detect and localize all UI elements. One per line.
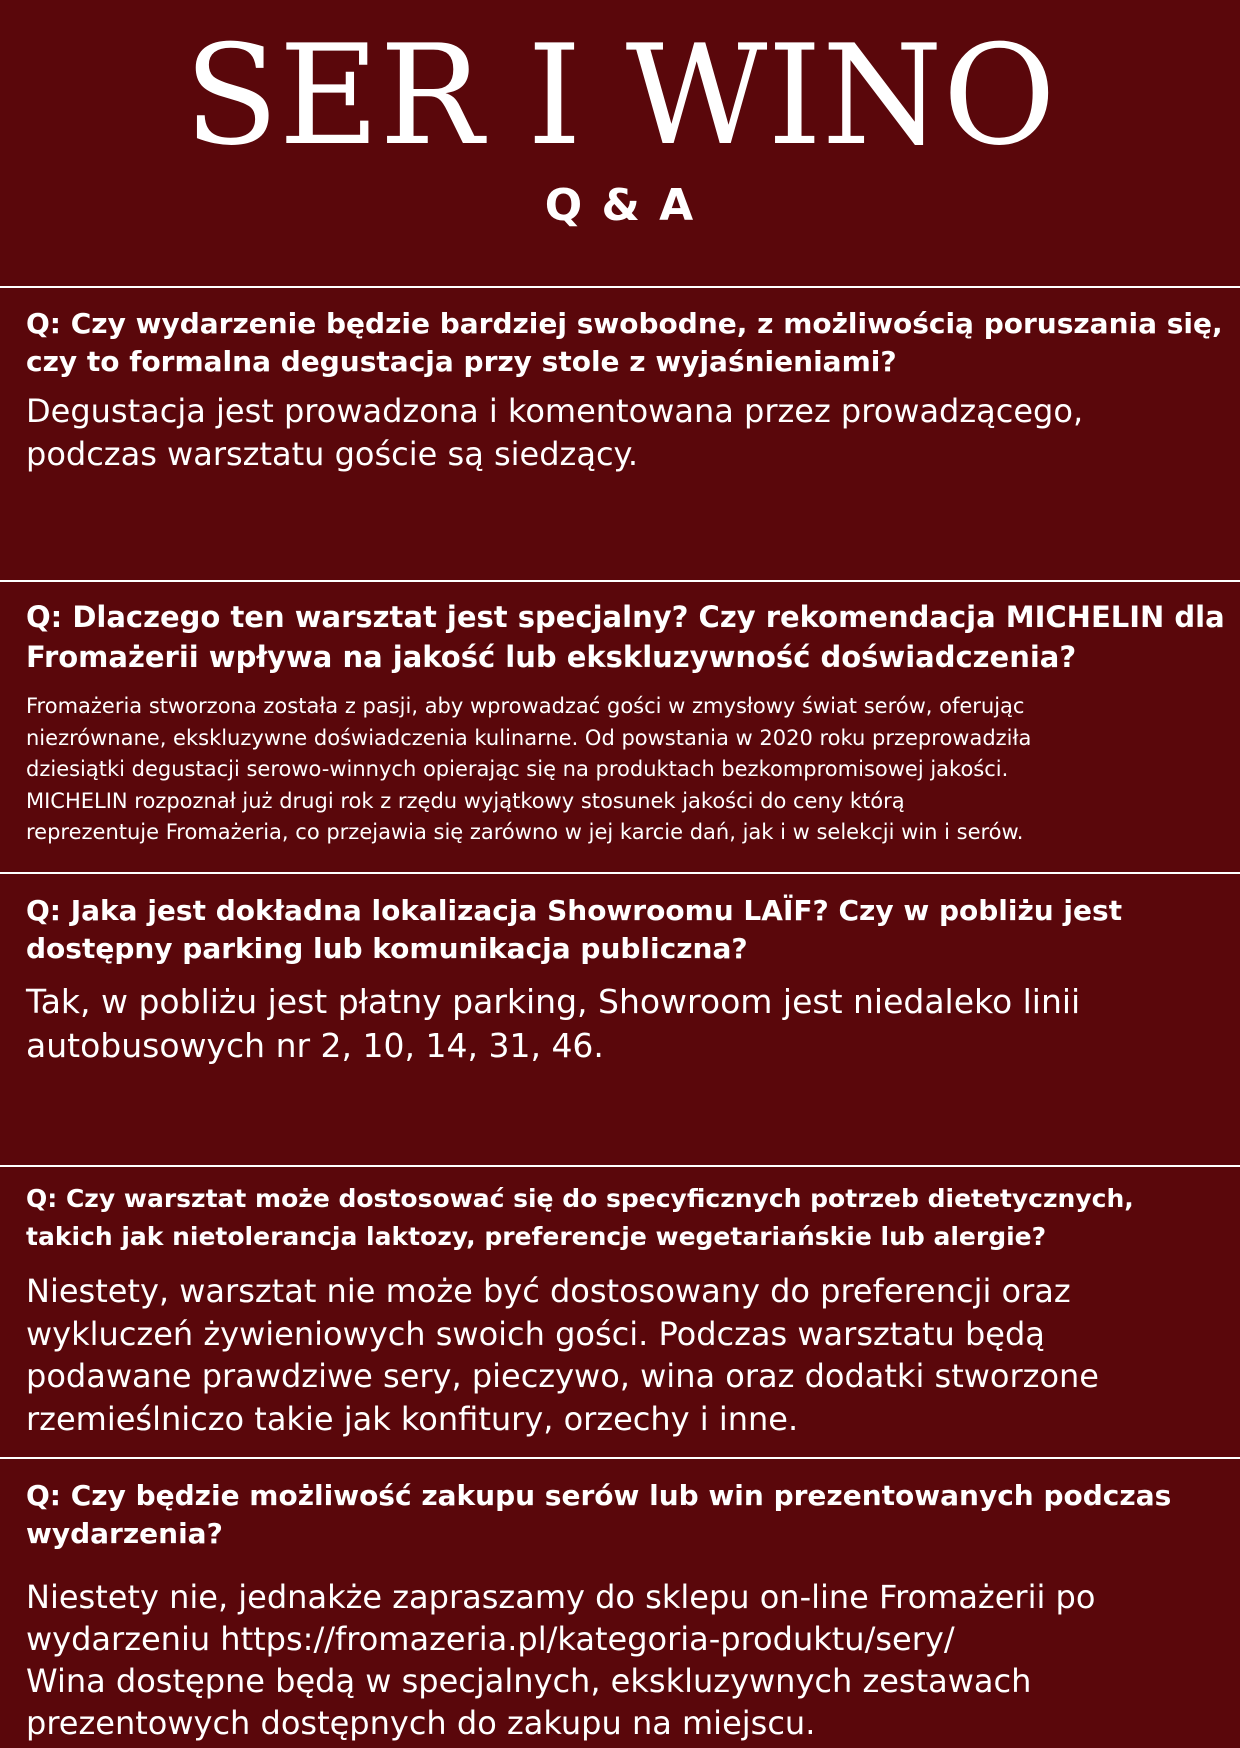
question-text: Q: Czy będzie możliwość zakupu serów lub win prezentowanych podczas wydarzenia? bbox=[26, 1479, 1172, 1550]
question-text: Q: Czy wydarzenie będzie bardziej swobodne, z możliwością poruszania się, czy to formalna degustacja przy stole z wyjaśnieniami? bbox=[26, 307, 1223, 378]
answer-line: autobusowych nr 2, 10, 14, 31, 46. bbox=[26, 1026, 604, 1065]
qa-item-1 bbox=[0, 288, 1240, 580]
answer-line: dziesiątki degustacji serowo-winnych opierając się na produktach bezkompromisowej jakości. bbox=[26, 757, 1009, 781]
answer-text bbox=[26, 1270, 1226, 1440]
answer-line: podawane prawdziwe sery, pieczywo, wina oraz dodatki stworzone bbox=[26, 1357, 1099, 1395]
answer-line: prezentowych dostępnych do zakupu na miejscu. bbox=[26, 1704, 816, 1742]
answer-line: Tak, w pobliżu jest płatny parking, Showroom jest niedaleko linii bbox=[26, 982, 1081, 1021]
answer-line: Degustacja jest prowadzona i komentowana przez prowadzącego, bbox=[26, 392, 1084, 430]
answer-line: Wina dostępne będą w specjalnych, ekskluzywnych zestawach bbox=[26, 1662, 1032, 1700]
answer-line: MICHELIN rozpoznał już drugi rok z rzędu wyjątkowy stosunek jakości do ceny którą bbox=[26, 788, 905, 813]
answer-text bbox=[26, 1576, 1226, 1744]
qa-item-2 bbox=[0, 582, 1240, 872]
answer-line: podczas warsztatu goście są siedzący. bbox=[26, 435, 639, 473]
page-title: SER I WINO bbox=[184, 15, 1056, 176]
answer-text bbox=[26, 390, 1226, 476]
answer-line: Fromażeria stworzona została z pasji, aby wprowadzać gości w zmysłowy świat serów, oferując bbox=[26, 694, 1025, 718]
answer-line: reprezentuje Fromażeria, co przejawia się zarówno w jej karcie dań, jak i w selekcji win i serów. bbox=[26, 820, 1024, 844]
answer-text bbox=[26, 691, 1226, 849]
qa-item-5 bbox=[0, 1459, 1240, 1748]
question-text: Q: Jaka jest dokładna lokalizacja Showroomu LAÏF? Czy w pobliżu jest dostępny parking lub komunikacja publiczna? bbox=[26, 894, 1123, 965]
answer-line: wydarzeniu https://fromazeria.pl/kategoria-produktu/sery/ bbox=[26, 1620, 955, 1658]
question-text: Q: Czy warsztat może dostosować się do specyficznych potrzeb dietetycznych, takich jak nietolerancja laktozy, preferencje wegetariańskie lub alergie? bbox=[26, 1184, 1134, 1251]
answer-line: niezrównane, ekskluzywne doświadczenia kulinarne. Od powstania w 2020 roku przeprowadziła bbox=[26, 725, 1032, 750]
header bbox=[0, 0, 1240, 286]
answer-text bbox=[26, 980, 1226, 1068]
answer-line: wykluczeń żywieniowych swoich gości. Podczas warsztatu będą bbox=[26, 1314, 1045, 1353]
question-text: Q: Dlaczego ten warsztat jest specjalny? Czy rekomendacja MICHELIN dla Fromażerii wpływa na jakość lub ekskluzywność doświadczenia? bbox=[26, 600, 1225, 674]
qa-item-3 bbox=[0, 874, 1240, 1166]
page-subtitle: Q & A bbox=[544, 180, 696, 231]
answer-line: Niestety nie, jednakże zapraszamy do sklepu on-line Fromażerii po bbox=[26, 1578, 1096, 1616]
answer-line: Niestety, warsztat nie może być dostosowany do preferencji oraz bbox=[26, 1272, 1071, 1310]
answer-line: rzemieślniczo takie jak konfitury, orzechy i inne. bbox=[26, 1399, 799, 1438]
qa-item-4 bbox=[0, 1167, 1240, 1457]
